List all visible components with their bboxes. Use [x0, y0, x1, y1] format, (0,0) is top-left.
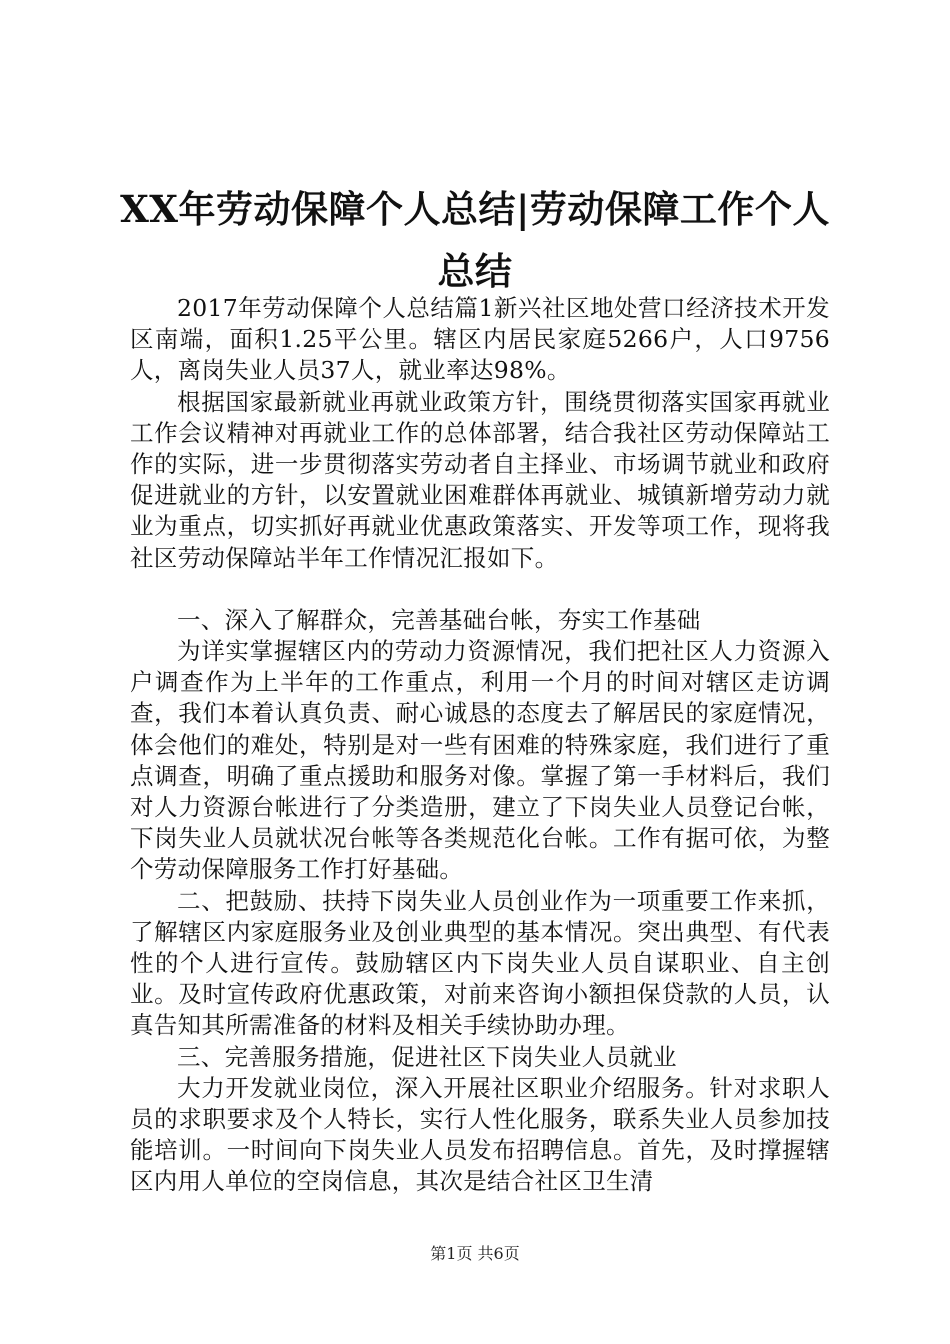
document-title: XX年劳动保障个人总结|劳动保障工作个人总结	[120, 187, 830, 293]
page-footer: 第1页 共6页	[430, 1244, 520, 1263]
paragraph-section-2: 二、把鼓励、扶持下岗失业人员创业作为一项重要工作来抓，了解辖区内家庭服务业及创业典型的基本情况。突出典型、有代表性的个人进行宣传。鼓励辖区内下岗失业人员自谋职业、自主创业。及时宣传政府优惠政策，对前来咨询小额担保贷款的人员，认真告知其所需准备的材料及相关手续协助办理。	[130, 886, 830, 1040]
paragraph-intro: 2017年劳动保障个人总结篇1新兴社区地处营口经济技术开发区南端，面积1.25平公里。辖区内居民家庭5266户，人口9756人，离岗失业人员37人，就业率达98%。	[130, 294, 830, 385]
paragraph-policy: 根据国家最新就业再就业政策方针，围绕贯彻落实国家再就业工作会议精神对再就业工作的总体部署，结合我社区劳动保障站工作的实际，进一步贯彻落实劳动者自主择业、市场调节就业和政府促进就业的方针，以安置就业困难群体再就业、城镇新增劳动力就业为重点，切实抓好再就业优惠政策落实、开发等项工作，现将我社区劳动保障站半年工作情况汇报如下。	[130, 387, 830, 572]
document-body	[130, 293, 830, 1198]
paragraph-section-3: 大力开发就业岗位，深入开展社区职业介绍服务。针对求职人员的求职要求及个人特长，实行人性化服务，联系失业人员参加技能培训。一时间向下岗失业人员发布招聘信息。首先，及时撑握辖区内用人单位的空岗信息，其次是结合社区卫生清	[130, 1073, 830, 1196]
paragraph-section-1: 为详实掌握辖区内的劳动力资源情况，我们把社区人力资源入户调查作为上半年的工作重点，利用一个月的时间对辖区走访调查，我们本着认真负责、耐心诚恳的态度去了解居民的家庭情况，体会他们的难处，特别是对一些有困难的特殊家庭，我们进行了重点调查，明确了重点援助和服务对像。掌握了第一手材料后，我们对人力资源台帐进行了分类造册，建立了下岗失业人员登记台帐，下岗失业人员就状况台帐等各类规范化台帐。工作有据可依，为整个劳动保障服务工作打好基础。	[130, 637, 830, 884]
section-heading-3: 三、完善服务措施，促进社区下岗失业人员就业	[177, 1042, 677, 1071]
section-heading-1: 一、深入了解群众，完善基础台帐，夯实工作基础	[177, 605, 701, 634]
